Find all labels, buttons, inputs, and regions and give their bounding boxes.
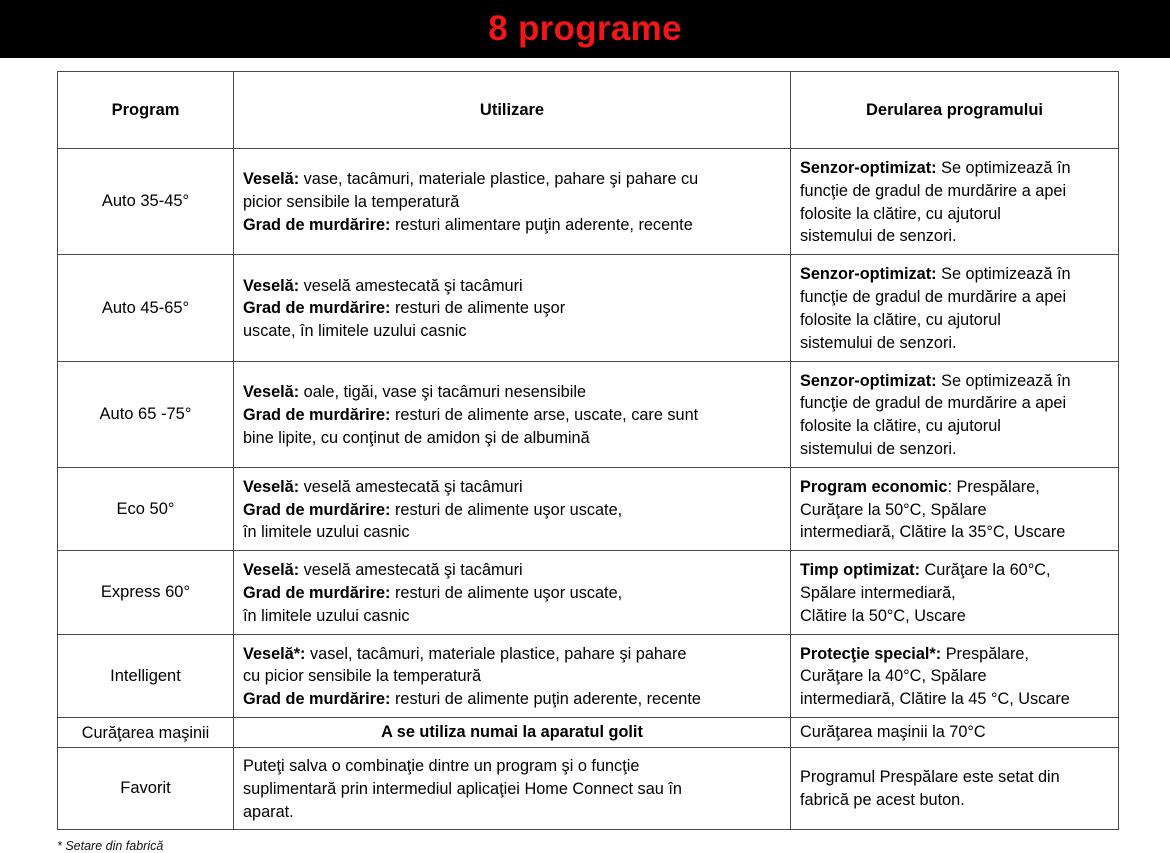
header-derulare: Derularea programului (791, 72, 1119, 149)
utilizare-lines: Veselă: veselă amestecată şi tacâmuri Grad de murdărire: resturi de alimente uşor uscate, în limitele uzului casnic (243, 477, 623, 542)
utilizare-cell (234, 551, 791, 634)
utilizare-cell: A se utiliza numai la aparatul golit (234, 718, 791, 748)
program-name: Curăţarea maşinii (58, 718, 234, 748)
table-row (58, 467, 1119, 550)
derulare-cell (791, 361, 1119, 467)
table-row (58, 634, 1119, 717)
header-utilizare: Utilizare (234, 72, 791, 149)
derulare-cell (791, 718, 1119, 748)
derulare-lines: Programul Prespălare este setat din fabrică pe acest buton. (800, 768, 1060, 810)
derulare-cell (791, 149, 1119, 255)
derulare-lines: Senzor-optimizat: Se optimizează în funcţie de gradul de murdărire a apei folosite la clătire, cu ajutorul sistemului de senzori. (800, 159, 1071, 246)
utilizare-lines: Veselă*: vasel, tacâmuri, materiale plastice, pahare şi pahare cu picior sensibile la temperatură Grad de murdărire: resturi de alimente puţin aderente, recente (243, 644, 701, 709)
utilizare-lines: Veselă: oale, tigăi, vase şi tacâmuri nesensibile Grad de murdărire: resturi de alimente arse, uscate, care sunt bine lipite, cu conţinut de amidon şi de albumină (243, 382, 699, 447)
utilizare-cell (234, 361, 791, 467)
program-name: Eco 50° (58, 467, 234, 550)
table-row (58, 149, 1119, 255)
utilizare-cell (234, 467, 791, 550)
utilizare-cell (234, 748, 791, 829)
table-row (58, 255, 1119, 361)
header-program: Program (58, 72, 234, 149)
derulare-lines: Senzor-optimizat: Se optimizează în funcţie de gradul de murdărire a apei folosite la clătire, cu ajutorul sistemului de senzori. (800, 371, 1071, 458)
table-header-row (58, 72, 1119, 149)
program-name: Favorit (58, 748, 234, 829)
program-name: Intelligent (58, 634, 234, 717)
derulare-lines: Protecţie special*: Prespălare, Curăţare la 40°C, Spălare intermediară, Clătire la 45 °C, Uscare (800, 644, 1070, 709)
page-title: 8 programe (488, 9, 682, 48)
derulare-lines: Timp optimizat: Curăţare la 60°C, Spălare intermediară, Clătire la 50°C, Uscare (800, 561, 1051, 625)
table-row (58, 718, 1119, 748)
derulare-cell (791, 748, 1119, 829)
programs-table-container (57, 71, 1118, 830)
utilizare-cell (234, 634, 791, 717)
derulare-cell (791, 467, 1119, 550)
title-banner (0, 0, 1170, 58)
footnote: * Setare din fabrică (57, 838, 164, 853)
table-row (58, 551, 1119, 634)
utilizare-lines: Veselă: veselă amestecată şi tacâmuri Grad de murdărire: resturi de alimente uşor uscate, în limitele uzului casnic (243, 561, 623, 625)
programs-table (57, 71, 1119, 830)
utilizare-cell (234, 255, 791, 361)
program-name: Auto 45-65° (58, 255, 234, 361)
derulare-lines: Senzor-optimizat: Se optimizează în funcţie de gradul de murdărire a apei folosite la clătire, cu ajutorul sistemului de senzori. (800, 265, 1071, 352)
utilizare-cell (234, 149, 791, 255)
program-name: Auto 35-45° (58, 149, 234, 255)
program-name: Express 60° (58, 551, 234, 634)
derulare-cell (791, 634, 1119, 717)
table-row (58, 748, 1119, 829)
derulare-cell (791, 255, 1119, 361)
derulare-lines: Curăţarea maşinii la 70°C (800, 723, 986, 742)
utilizare-lines: Veselă: veselă amestecată şi tacâmuri Grad de murdărire: resturi de alimente uşor uscate, în limitele uzului casnic (243, 276, 566, 341)
utilizare-lines: Puteţi salva o combinaţie dintre un program şi o funcţie suplimentară prin intermediul aplicaţiei Home Connect sau în aparat. (243, 757, 682, 821)
program-name: Auto 65 -75° (58, 361, 234, 467)
utilizare-lines: Veselă: vase, tacâmuri, materiale plastice, pahare şi pahare cu picior sensibile la temperatură Grad de murdărire: resturi alimentare puţin aderente, recente (243, 170, 699, 235)
derulare-cell (791, 551, 1119, 634)
table-row (58, 361, 1119, 467)
derulare-lines: Program economic: Prespălare, Curăţare la 50°C, Spălare intermediară, Clătire la 35°C, Uscare (800, 477, 1066, 542)
